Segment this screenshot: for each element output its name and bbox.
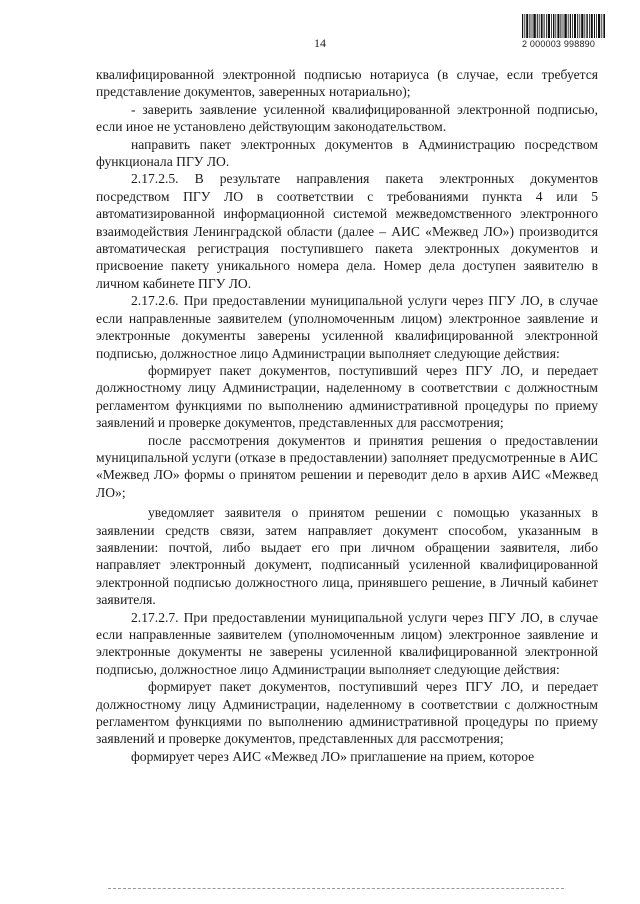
paragraph: формирует через АИС «Межвед ЛО» приглашение на прием, которое xyxy=(131,748,535,764)
barcode xyxy=(522,14,606,49)
paragraph: квалифицированной электронной подписью нотариуса (в случае, если требуется представление документов, заверенных нотариально); xyxy=(96,67,598,100)
document-body xyxy=(96,66,598,765)
paragraph: направить пакет электронных документов в Администрацию посредством функционала ПГУ ЛО. xyxy=(96,136,598,170)
paragraph: 2.17.2.6. При предоставлении муниципальной услуги через ПГУ ЛО, в случае если направленные заявителем (уполномоченным лицом) электронное заявление и электронные документы заверены усиленной квалифицированной электронной подписью, должностное лицо Администрации выполняет следующие действия: xyxy=(96,293,598,361)
barcode-digits: 2 000003 998890 xyxy=(522,39,596,49)
paragraph: 2.17.2.5. В результате направления пакета электронных документов посредством ПГУ ЛО в соответствии с требованиями пункта 4 или 5 автоматизированной информационной системой межведомственного электронного взаимодействия Ленинградской области (далее – АИС «Межвед ЛО») производится автоматическая регистрация поступившего пакета электронных документов и присвоение пакету уникального номера дела. Номер дела доступен заявителю в личном кабинете ПГУ ЛО. xyxy=(96,171,598,291)
paragraph: 2.17.2.7. При предоставлении муниципальной услуги через ПГУ ЛО, в случае если направленные заявителем (уполномоченным лицом) электронное заявление и электронные документы не заверены усиленной квалифицированной электронной подписью, должностное лицо Администрации выполняет следующие действия: xyxy=(96,609,598,677)
barcode-bars-icon xyxy=(522,14,606,38)
footer-divider xyxy=(108,888,564,889)
page-number: 14 xyxy=(314,36,326,50)
paragraph: - заверить заявление усиленной квалифицированной электронной подписью, если иное не установлено действующим законодательством. xyxy=(96,101,598,135)
paragraph: уведомляет заявителя о принятом решении с помощью указанных в заявлении средств связи, затем направляет документ способом, указанным в заявлении: почтой, либо выдает его при личном обращении заявителя, либо направляет электронный документ, подписанный усиленной квалифицированной электронной подписью должностного лица, принявшего решение, в Личный кабинет заявителя. xyxy=(96,505,598,608)
paragraph: формирует пакет документов, поступивший через ПГУ ЛО, и передает должностному лицу Администрации, наделенному в соответствии с должностным регламентом функциями по выполнению административной процедуры по приему заявлений и проверке документов, представленных для рассмотрения; xyxy=(96,679,598,747)
paragraph: формирует пакет документов, поступивший через ПГУ ЛО, и передает должностному лицу Администрации, наделенному в соответствии с должностным регламентом функциями по выполнению административной процедуры по приему заявлений и проверке документов, представленных для рассмотрения; xyxy=(96,362,598,431)
paragraph: после рассмотрения документов и принятия решения о предоставлении муниципальной услуги (отказе в предоставлении) заполняет предусмотренные в АИС «Межвед ЛО» формы о принятом решении и переводит дело в архив АИС «Межвед ЛО»; xyxy=(96,432,598,500)
